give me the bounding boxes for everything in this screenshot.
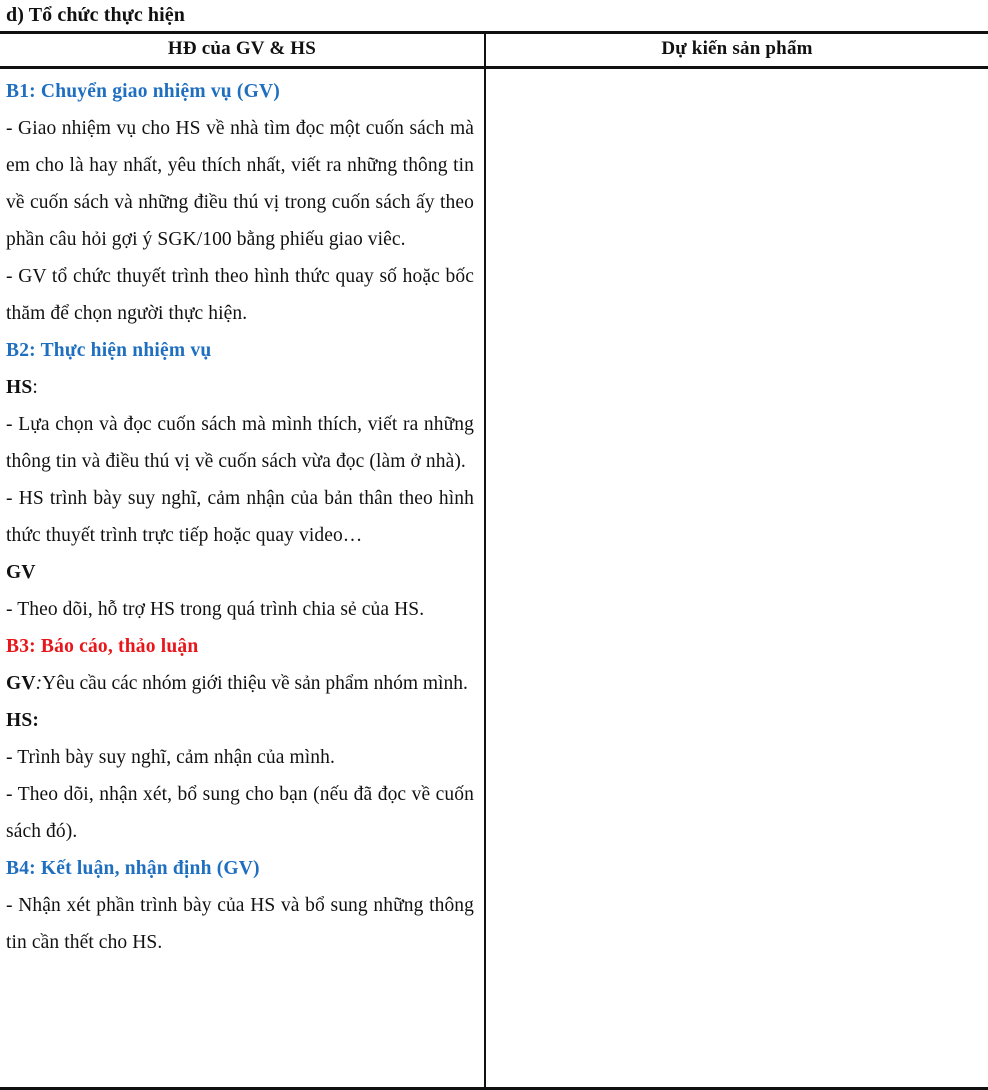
- role-label-separator: :: [35, 673, 43, 694]
- expected-products-content: [496, 73, 978, 1073]
- role-label-suffix: :: [32, 377, 39, 398]
- role-label-bold: GV: [6, 562, 36, 583]
- role-label: [6, 702, 474, 739]
- role-label-bold: GV: [6, 673, 36, 694]
- instruction-text: Yêu cầu các nhóm giới thiệu về sản phẩm nhóm mình.: [42, 673, 468, 694]
- role-label-bold: HS:: [6, 710, 40, 731]
- activity-paragraph: - Giao nhiệm vụ cho HS về nhà tìm đọc một cuốn sách mà em cho là hay nhất, yêu thích nhất, viết ra những thông tin về cuốn sách và những điều thú vị trong cuốn sách ấy theo phần câu hỏi gợi ý SGK/100 bằng phiếu giao viêc.: [6, 118, 474, 250]
- step-heading: B1: Chuyển giao nhiệm vụ (GV): [6, 81, 280, 102]
- column-header-expected-products: Dự kiến sản phẩm: [485, 33, 988, 68]
- lesson-plan-table: [0, 31, 988, 1090]
- role-label: [6, 369, 474, 406]
- table-body-row: [0, 68, 988, 1089]
- activity-paragraph: - Trình bày suy nghĩ, cảm nhận của mình.: [6, 747, 335, 768]
- activity-paragraph: - HS trình bày suy nghĩ, cảm nhận của bản thân theo hình thức thuyết trình trực tiếp hoặc quay video…: [6, 488, 474, 546]
- role-label: [6, 554, 474, 591]
- activity-paragraph: - Lựa chọn và đọc cuốn sách mà mình thích, viết ra những thông tin và điều thú vị về cuốn sách vừa đọc (làm ở nhà).: [6, 414, 474, 472]
- activity-paragraph: - Theo dõi, hỗ trợ HS trong quá trình chia sẻ của HS.: [6, 599, 425, 620]
- step-heading: B2: Thực hiện nhiệm vụ: [6, 340, 212, 361]
- activity-paragraph: - GV tổ chức thuyết trình theo hình thức quay số hoặc bốc thăm để chọn người thực hiện.: [6, 266, 474, 324]
- activities-content: [6, 73, 474, 961]
- table-header-row: [0, 33, 988, 68]
- activity-paragraph: - Theo dõi, nhận xét, bổ sung cho bạn (nếu đã đọc về cuốn sách đó).: [6, 784, 474, 842]
- column-header-activities: HĐ của GV & HS: [0, 33, 485, 68]
- step-heading: B4: Kết luận, nhận định (GV): [6, 858, 260, 879]
- cell-expected-products: [485, 68, 988, 1089]
- cell-activities: [0, 68, 485, 1089]
- step-heading: B3: Báo cáo, thảo luận: [6, 636, 199, 657]
- section-heading: d) Tổ chức thực hiện: [6, 4, 185, 26]
- activity-paragraph: - Nhận xét phần trình bày của HS và bổ sung những thông tin cần thết cho HS.: [6, 895, 474, 953]
- role-label-bold: HS: [6, 377, 33, 398]
- teacher-instruction-paragraph: [6, 665, 474, 702]
